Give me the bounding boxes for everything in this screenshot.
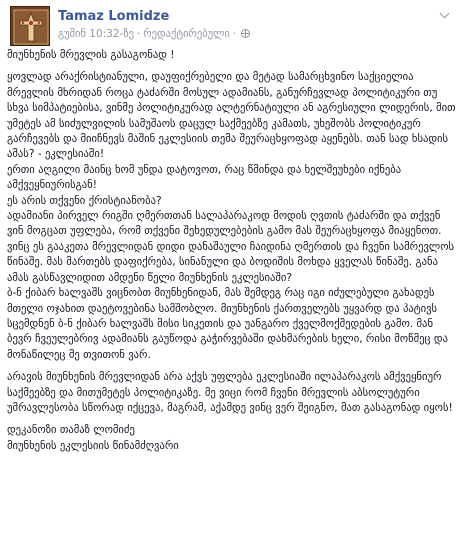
post-paragraph: ყოვლად არაქრისტიანული, დაუფიქრებელი და მეტად სამარცხვინო საქციელია მრევლის მხრიდან როცა ტაძარში მოსულ ადამიანს, განურჩევლად პოლიტიკური თუ სხვა სიმპატიებისა, ვინმე პოლიტიკურად ალტერნატიული ან აგრესიული ლიდერის, მით უმეტეს ამ სიძულვილის სამუშაოს დაცულ საქმეებზე კამათს, უხეშობს პოლიტიკურ გარჩევებს და მიიჩნევს მაშინ ეკლესიის თემა შეურაცხყოფად აყენებს. თან სად ხსადის ამას? - ეკლესიაში!: [7, 71, 459, 161]
post-meta: [58, 28, 250, 40]
post-paragraph: მიუნხენის მრევლის გასაგონად !: [7, 49, 175, 61]
post-paragraph: ბ-ნ ქიბარ ხალვაშს ვიცნობთ მიუნხენიდან, მას შემდეგ რაც იგი იძულებული გახადეს მთელი ოჯახით დაეტოვებინა სამშობლო. მიუნხენის ქართველებს უყვარდ და პატივს სცემდნენ ბ-ნ ქიბარ ხალვაშს მისი სიკეთის და უანგარო ქველმოქმედების გამო. მან ბევრ ჩვეულებრივ ადამიანს გაუწოდა გაჭირვებაში დახმარების ხელი, რისი მოწმეც და მონაწილეც მე თვითონ ვარ.: [7, 287, 452, 361]
chevron-down-icon[interactable]: [438, 8, 452, 22]
edited-label-link[interactable]: რედაქტირებული: [143, 28, 230, 40]
globe-icon[interactable]: [241, 29, 250, 38]
meta-separator: ·: [232, 28, 237, 40]
post-paragraph: არავის მიუნხენის მრევლიდან არა აქვს უფლება ეკლესიაში ილაპარაკოს ამქვეყნიურ საქმეებზე და მითუმეტეს პოლიტიკაზე. მე ვიცი რომ ჩვენი მრევლის აბსოლუტური უმრავლესობა სწორად იქცევა, მაგრამ, აქამდე ვინც ვერ შეიგნო, მათ გასაგონად იყოს!: [7, 371, 453, 414]
post-header: [6, 0, 458, 48]
author-avatar[interactable]: [10, 6, 50, 46]
post-paragraph: ადამიანი პირველ რიგში ღმერთთან სალაპარაკოდ მოდის ღვთის ტაძარში და თქვენ ვინ მოგცათ უფლება, რომ თქვენი შეხედულებების გამო მას შეურაცხყოფა მიაყენოთ. ვინც ეს გააკეთა მრევლიდან დიდი დანაშაული ჩაიდინა ღმერთის და ჩვენი სამრევლოს წინაშე. მას მართებს დაფიქრება, სინანული და ბოდიშის მოხდა ყველას წინაშე. განა ამას გასწავლიდით ამდენი წელი მიუნხენის ეკლესიაში?: [7, 210, 458, 284]
post-paragraph: ეს არის თქვენი ქრისტიანობა?: [7, 194, 162, 207]
post-timestamp-link[interactable]: გუშინ 10:32-ზე: [58, 28, 134, 40]
author-name-link[interactable]: Tamaz Lomidze: [58, 9, 170, 24]
post-body: [6, 48, 458, 454]
post-signature: დეკანოზი თამაზ ლომიძე მიუნხენის ეკლესიის წინამძღვარი: [7, 424, 179, 452]
post-paragraph: ერთი აღგილი მაინც ხომ უნდა დატოვოთ, რაც წმინდა და ხელშეუხები იქნება ამქვეყნიურისგან!: [7, 163, 405, 192]
cross-avatar-image: [11, 7, 50, 46]
meta-separator: ·: [136, 28, 141, 40]
